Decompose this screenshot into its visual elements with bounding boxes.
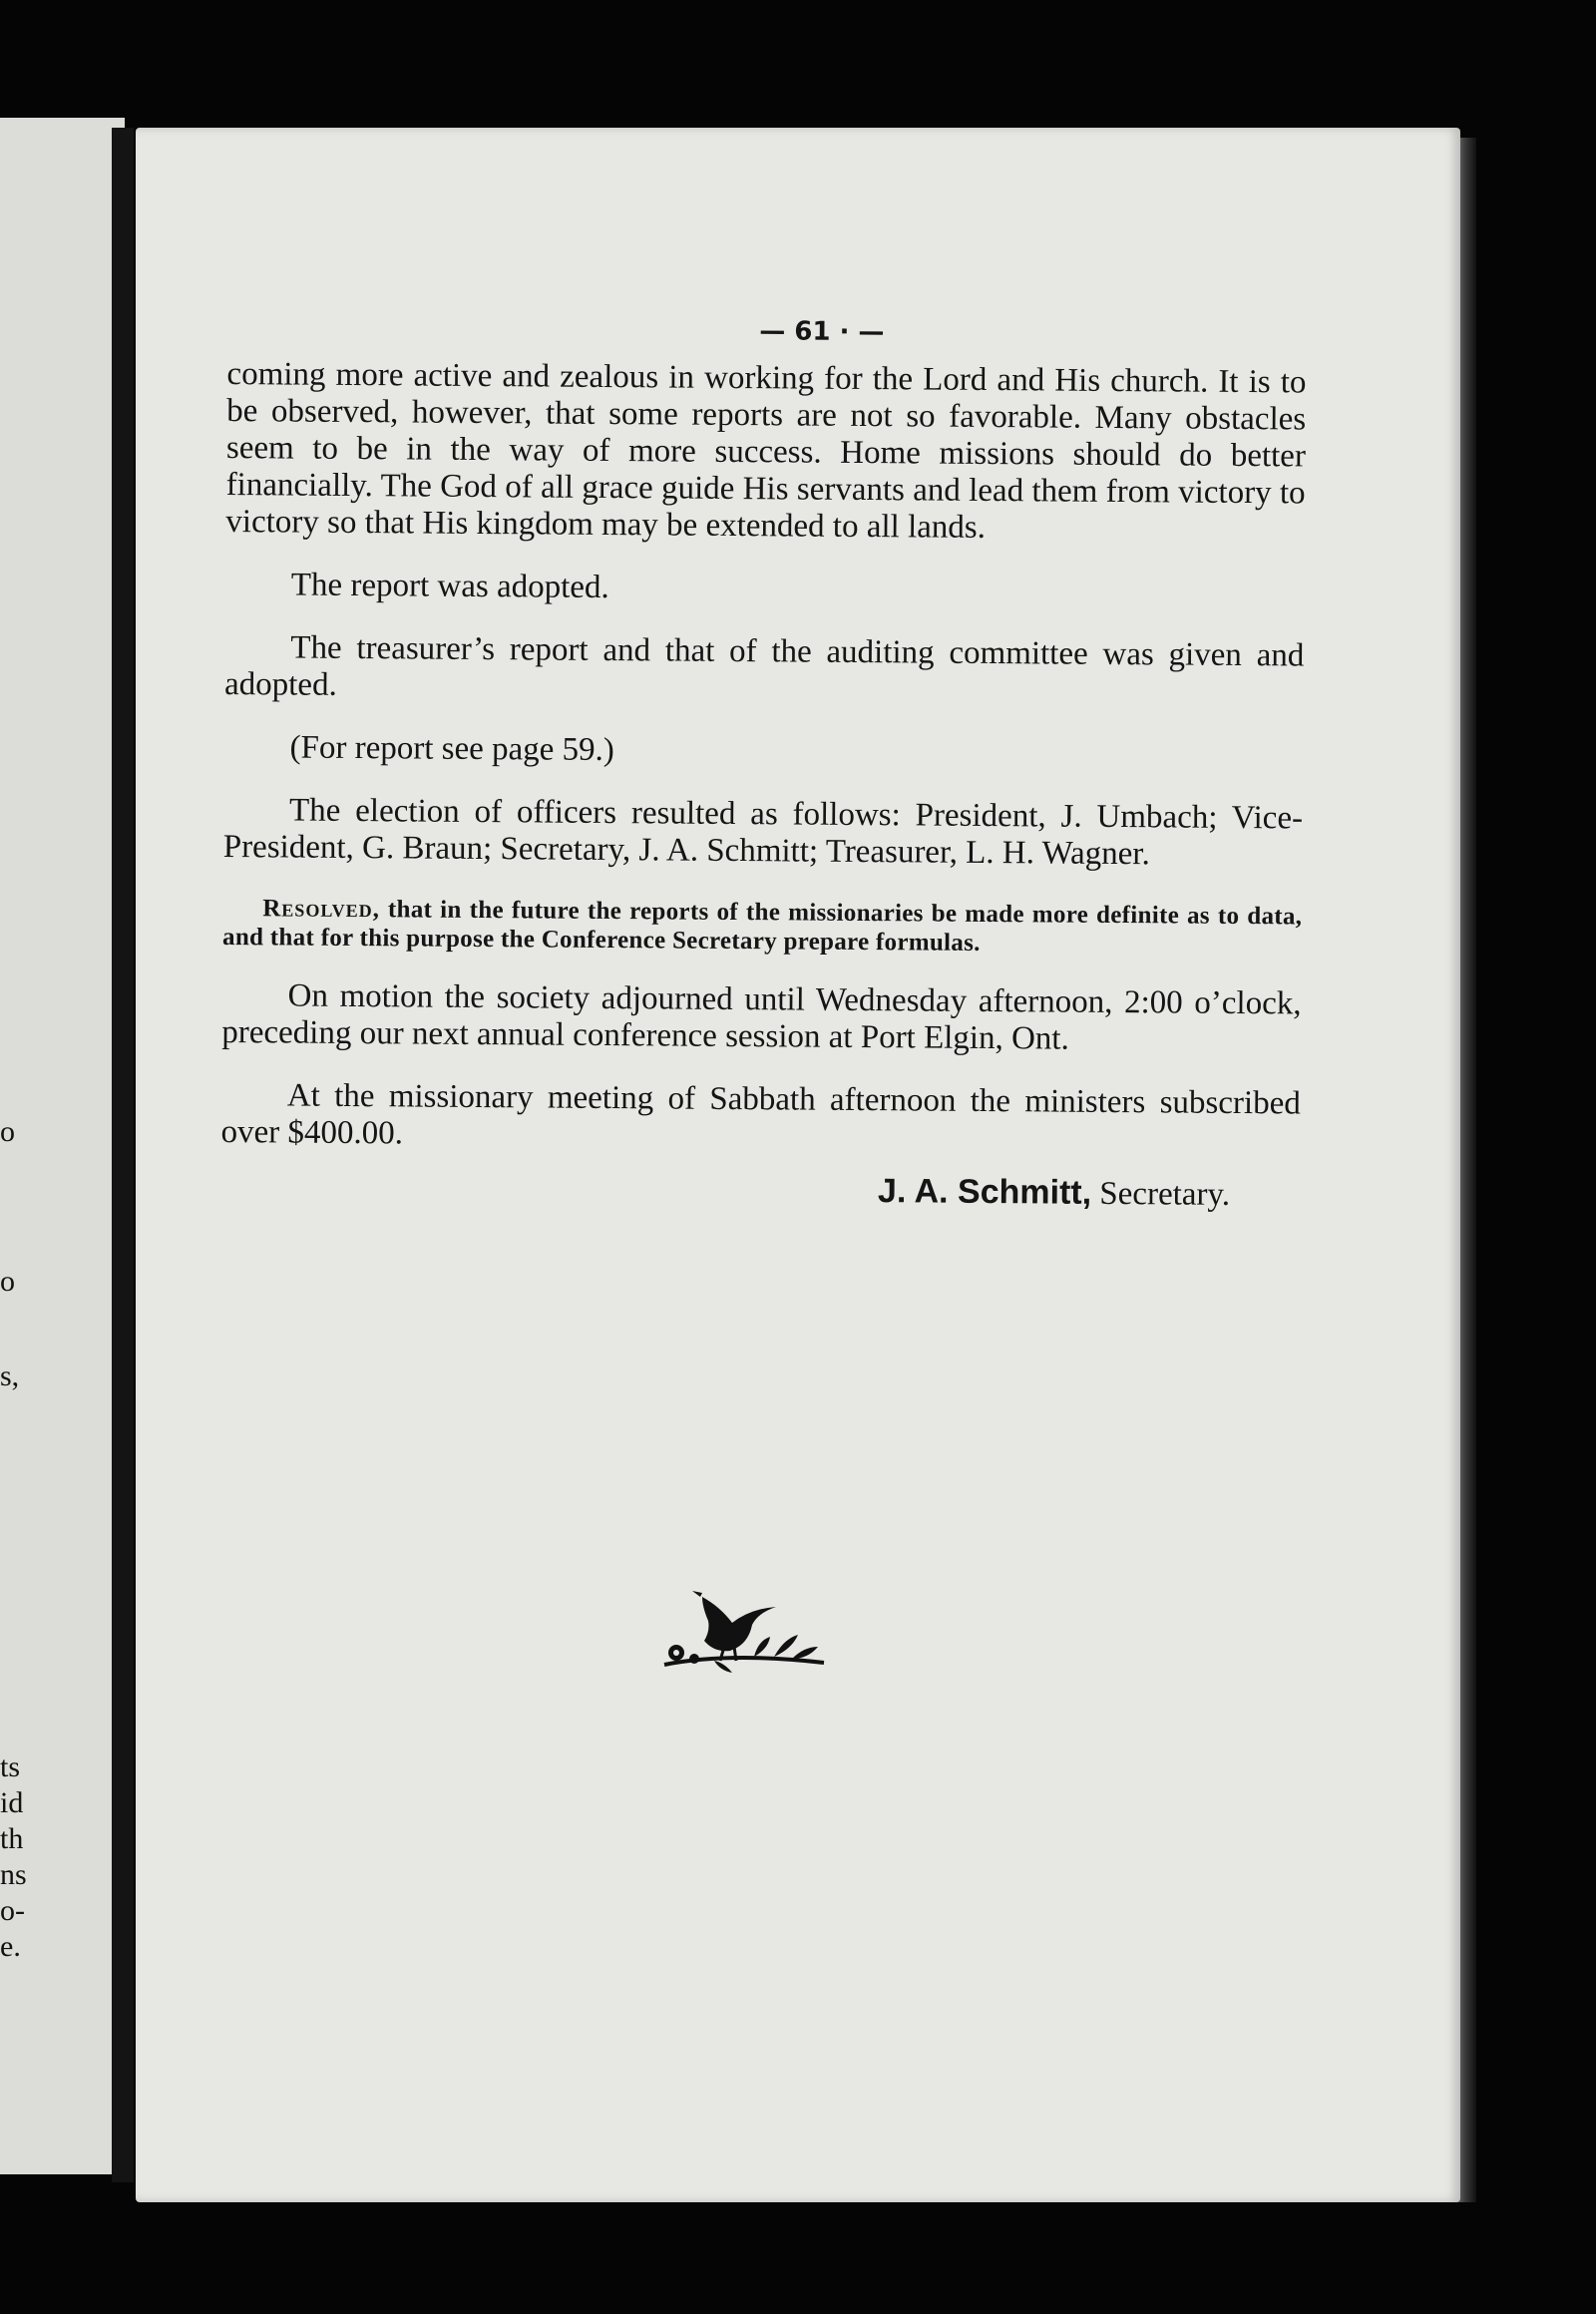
margin-fragment: th — [0, 1822, 24, 1855]
previous-page-fragment — [0, 118, 125, 2174]
paragraph-report-reference: (For report see page 59.) — [289, 729, 615, 769]
paragraph-missionary-meeting: At the missionary meeting of Sabbath afternoon the ministers subscribed over $400.00. — [220, 1077, 1301, 1152]
margin-fragment: o — [0, 1115, 15, 1148]
margin-fragment: ts — [0, 1750, 21, 1783]
signature-name: J. A. Schmitt, — [877, 1172, 1092, 1212]
margin-fragment: o — [0, 1265, 15, 1298]
margin-fragment: id — [0, 1786, 24, 1819]
margin-fragment: o- — [0, 1894, 25, 1927]
page-number: — 61 · — — [759, 316, 885, 348]
signature-title: Secretary. — [1099, 1175, 1231, 1213]
paragraph-report-adopted: The report was adopted. — [290, 567, 609, 606]
book-page — [136, 128, 1460, 2202]
paragraph-treasurer-report: The treasurer’s report and that of the auditing committee was given and adopted. — [223, 629, 1305, 703]
margin-fragment: s, — [0, 1359, 20, 1392]
margin-fragment: ns — [0, 1858, 27, 1891]
resolution-lead: Resolved, — [262, 895, 381, 924]
page-text — [220, 312, 1307, 1214]
book-gutter — [112, 128, 134, 2182]
bird-on-branch-ornament — [654, 1577, 834, 1677]
paragraph-adjournment: On motion the society adjourned until Wednesday afternoon, 2:00 o’clock, preceding our next annual conference session at Port Elgin, Ont. — [221, 977, 1302, 1057]
resolution-paragraph — [222, 894, 1302, 960]
paragraph-continuation: coming more active and zealous in working for the Lord and His church. It is to be observed, however, that some reports are not so favorable. Many obstacles seem to be in the way of more success. Home missions should do better financially. The God of all grace guide His servants and lead them from victory to victory so that His kingdom may be extended to all lands. — [225, 355, 1307, 546]
resolution-text: that in the future the reports of the missionaries be made more definite as to data, and that for this purpose the Conference Secretary prepare formulas. — [221, 896, 1303, 957]
paragraph-election: The election of officers resulted as follows: President, J. Umbach; Vice-President, G. Braun; Secretary, J. A. Schmitt; Treasurer, L. H. Wagner. — [222, 792, 1304, 873]
margin-fragment: e. — [0, 1930, 21, 1963]
signature-block — [220, 1167, 1300, 1214]
